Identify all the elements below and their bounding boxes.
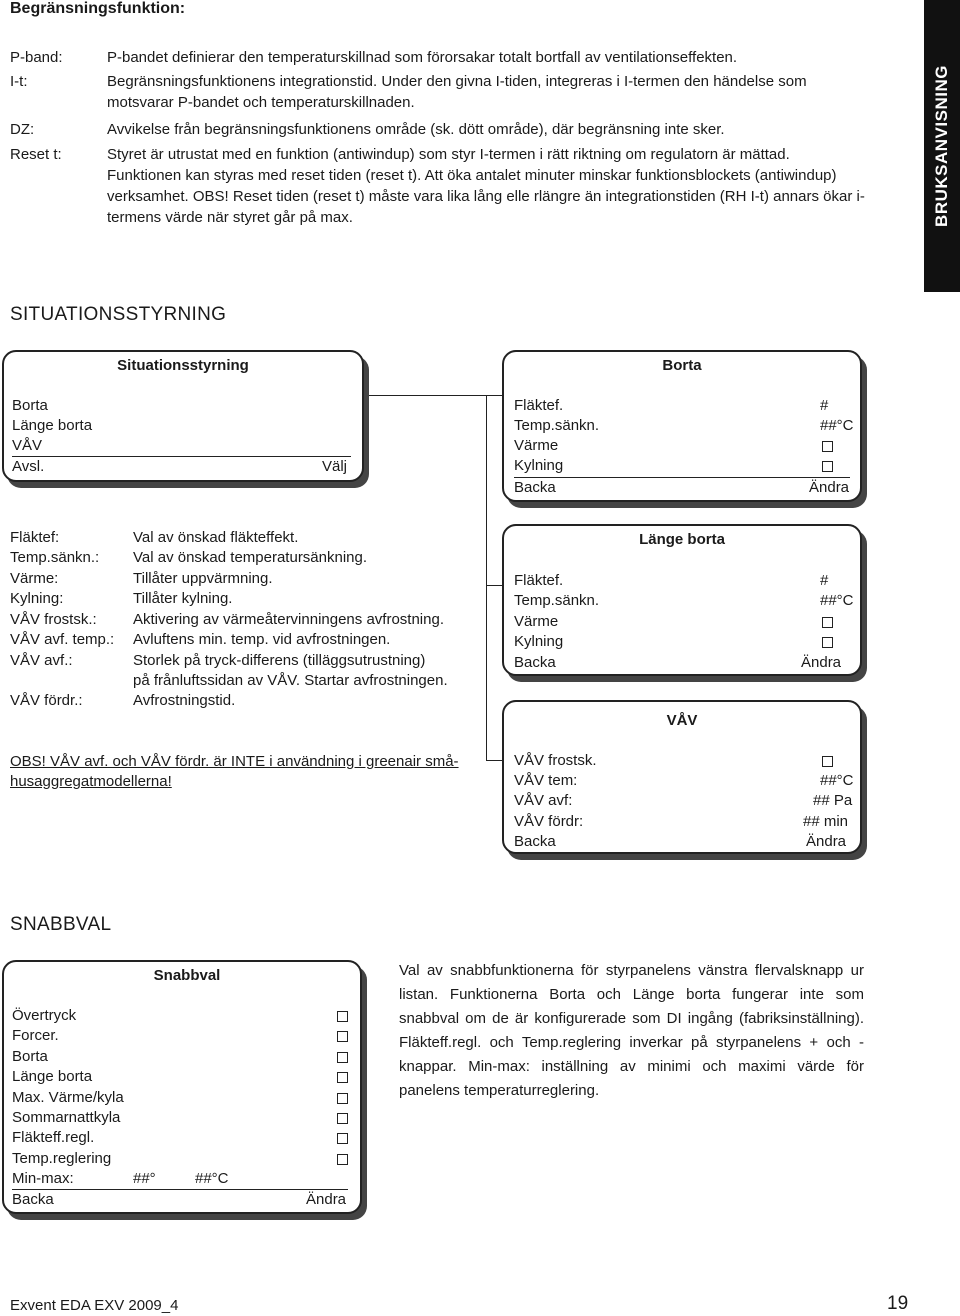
legend-text: Aktivering av värmeåtervinningens avfrostning. xyxy=(133,611,444,628)
snabbval-item[interactable]: Länge borta xyxy=(12,1068,93,1085)
snabbval-item[interactable]: Sommarnattkyla xyxy=(12,1109,121,1126)
minmax-label: Min-max: xyxy=(12,1170,74,1187)
divider xyxy=(12,1189,348,1190)
param-label: VÅV fördr: xyxy=(514,813,584,830)
snabbval-heading: SNABBVAL xyxy=(10,914,112,935)
param-value[interactable]: # xyxy=(820,572,829,589)
legend-term: Värme: xyxy=(10,570,59,587)
legend-term: Temp.sänkn.: xyxy=(10,549,100,566)
legend-text: Avfrostningstid. xyxy=(133,692,236,709)
snabbval-item[interactable]: Forcer. xyxy=(12,1027,59,1044)
checkbox-icon[interactable] xyxy=(822,436,833,456)
checkbox-icon[interactable] xyxy=(822,751,833,771)
section-title: Begränsningsfunktion: xyxy=(10,0,186,17)
snabbval-item[interactable]: Max. Värme/kyla xyxy=(12,1089,124,1106)
legend-term: VÅV fördr.: xyxy=(10,692,83,709)
note-line: husaggregatmodellerna! xyxy=(10,773,172,790)
edit-button[interactable]: Ändra xyxy=(809,479,850,496)
panel-title: Snabbval xyxy=(153,967,221,984)
legend-text: Tillåter uppvärmning. xyxy=(133,570,273,587)
back-button[interactable]: Backa xyxy=(514,833,556,850)
panel-title: VÅV xyxy=(666,712,698,729)
checkbox-icon[interactable] xyxy=(337,1067,348,1087)
menu-item-lange-borta[interactable]: Länge borta xyxy=(12,417,93,434)
connector-line xyxy=(486,395,502,396)
param-label: Värme xyxy=(514,437,559,454)
param-label: VÅV avf: xyxy=(514,792,573,809)
legend-text: Val av önskad fläkteffekt. xyxy=(133,529,299,546)
legend-term: VÅV avf. temp.: xyxy=(10,631,115,648)
checkbox-icon[interactable] xyxy=(337,1006,348,1026)
checkbox-icon[interactable] xyxy=(337,1108,348,1128)
connector-line xyxy=(486,585,502,586)
param-label: VÅV frostsk. xyxy=(514,752,597,769)
legend-text: Tillåter kylning. xyxy=(133,590,233,607)
checkbox-icon[interactable] xyxy=(337,1128,348,1148)
exit-button[interactable]: Avsl. xyxy=(12,458,45,475)
edit-button[interactable]: Ändra xyxy=(306,1191,347,1208)
param-value[interactable]: ##°C xyxy=(820,417,854,434)
divider xyxy=(12,456,351,457)
snabbval-description: Val av snabbfunktionerna för styrpanelens vänstra flervalsknapp ur listan. Funktionerna Borta och Länge borta fungerar inte som snabbval om de är konfigurerade som DI ingång (fabriksinställning). Fläkteff.regl. och Temp.reglering inverkar på styrpanelens + och - knappar. Min-max: inställning av minimi och maximi värde för panelens temperaturreglering. xyxy=(399,962,864,1099)
param-label: Kylning xyxy=(514,457,564,474)
select-button[interactable]: Välj xyxy=(322,458,348,475)
snabbval-item[interactable]: Borta xyxy=(12,1048,48,1065)
connector-line xyxy=(486,760,502,761)
term-dz: DZ: xyxy=(10,121,35,138)
panel-title: Situationsstyrning xyxy=(117,357,249,374)
checkbox-icon[interactable] xyxy=(337,1149,348,1169)
legend-text: Val av önskad temperatursänkning. xyxy=(133,549,368,566)
situation-heading: SITUATIONSSTYRNING xyxy=(10,304,227,325)
param-label: Kylning xyxy=(514,633,564,650)
menu-item-vav[interactable]: VÅV xyxy=(12,437,43,454)
panel-title: Borta xyxy=(662,357,702,374)
param-label: Temp.sänkn. xyxy=(514,592,600,609)
footer-doc-id: Exvent EDA EXV 2009_4 xyxy=(10,1297,179,1314)
checkbox-icon[interactable] xyxy=(337,1026,348,1046)
param-label: VÅV tem: xyxy=(514,772,578,789)
legend-term: Kylning: xyxy=(10,590,64,607)
side-tab xyxy=(924,0,960,292)
divider xyxy=(514,477,850,478)
term-i-t: I-t: xyxy=(10,73,28,90)
minmax-value-max[interactable]: ##°C xyxy=(195,1170,229,1187)
param-value[interactable]: ##°C xyxy=(820,592,854,609)
legend-term: VÅV frostsk.: xyxy=(10,611,97,628)
side-tab-label: BRUKSANVISNING xyxy=(932,65,951,227)
edit-button[interactable]: Ändra xyxy=(806,833,847,850)
def-dz: Avvikelse från begränsningsfunktionens område (sk. dött område), där begränsning inte sker. xyxy=(107,121,725,138)
legend-term: VÅV avf.: xyxy=(10,652,73,669)
page-number: 19 xyxy=(887,1293,909,1314)
snabbval-item[interactable]: Temp.reglering xyxy=(12,1150,112,1167)
param-value[interactable]: ##°C xyxy=(820,772,854,789)
panel-title: Länge borta xyxy=(639,531,725,548)
def-reset-t: Styret är utrustat med en funktion (antiwindup) som styr I-termen i rätt riktning om regulatorn är mättad. Funktionen kan styras med reset tiden (reset t). Att öka antalet minuter minskar funktionsblockets (antiwindup) verksamhet. OBS! Reset tiden (reset t) måste vara lika lång elle rlängre än integrationstiden (RH I-t) annars ökar i-termens värde när styret går på max. xyxy=(107,146,865,226)
param-value[interactable]: # xyxy=(820,397,829,414)
term-reset-t: Reset t: xyxy=(10,146,62,163)
legend-text: på frånluftssidan av VÅV. Startar avfrostningen. xyxy=(133,672,448,689)
snabbval-item[interactable]: Fläkteff.regl. xyxy=(12,1129,95,1146)
legend-term: Fläktef: xyxy=(10,529,60,546)
note-line: OBS! VÅV avf. och VÅV fördr. är INTE i användning i greenair små- xyxy=(10,753,459,770)
menu-item-borta[interactable]: Borta xyxy=(12,397,48,414)
legend-text: Avluftens min. temp. vid avfrostningen. xyxy=(133,631,391,648)
checkbox-icon[interactable] xyxy=(337,1047,348,1067)
snabbval-item[interactable]: Övertryck xyxy=(12,1007,77,1024)
legend-text: Storlek på tryck-differens (tilläggsutrustning) xyxy=(133,652,426,669)
back-button[interactable]: Backa xyxy=(12,1191,54,1208)
checkbox-icon[interactable] xyxy=(822,456,833,476)
checkbox-icon[interactable] xyxy=(822,612,833,632)
minmax-value-min[interactable]: ##° xyxy=(133,1170,156,1187)
back-button[interactable]: Backa xyxy=(514,479,556,496)
def-i-t: Begränsningsfunktionens integrationstid. Under den givna I-tiden, integreras i I-termen den händelse som motsvarar P-bandet och temperaturskillnaden. xyxy=(107,73,807,111)
param-value[interactable]: ## min xyxy=(803,813,849,830)
term-p-band: P-band: xyxy=(10,49,63,66)
param-label: Värme xyxy=(514,613,559,630)
back-button[interactable]: Backa xyxy=(514,654,556,671)
checkbox-icon[interactable] xyxy=(337,1088,348,1108)
param-value[interactable]: ## Pa xyxy=(813,792,853,809)
checkbox-icon[interactable] xyxy=(822,632,833,652)
param-label: Temp.sänkn. xyxy=(514,417,600,434)
def-p-band: P-bandet definierar den temperaturskillnad som förorsakar totalt bortfall av ventilationseffekten. xyxy=(107,49,738,66)
connector-line xyxy=(362,395,486,396)
edit-button[interactable]: Ändra xyxy=(801,654,842,671)
connector-line xyxy=(486,395,487,760)
param-label: Fläktef. xyxy=(514,572,564,589)
param-label: Fläktef. xyxy=(514,397,564,414)
